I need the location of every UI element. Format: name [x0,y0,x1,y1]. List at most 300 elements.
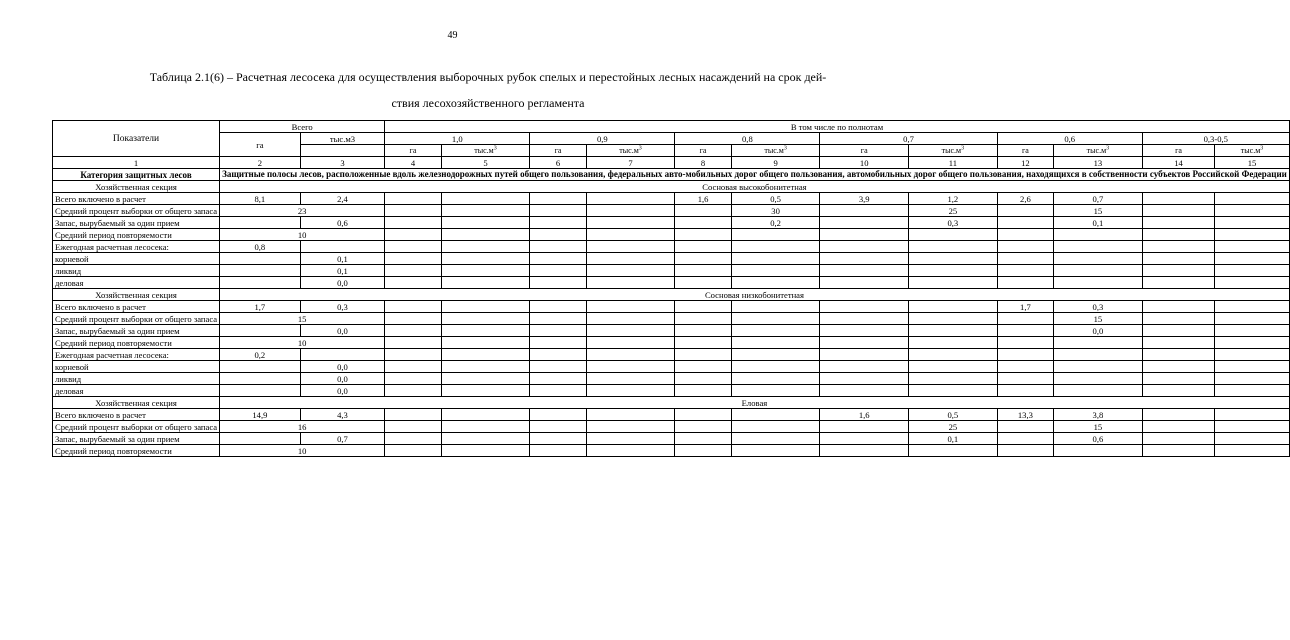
row-label: корневой [53,361,220,373]
density-cell [441,205,530,217]
density-cell [586,325,675,337]
density-cell [586,385,675,397]
density-cell [385,433,441,445]
density-cell [731,241,820,253]
row-label: Средний период повторяемости [53,337,220,349]
table-row [53,253,1290,265]
density-cell [909,373,998,385]
density-cell [1215,421,1290,433]
density-cell [530,265,586,277]
density-cell [675,313,731,325]
total-m3-cell: 0,1 [300,265,385,277]
column-number: 12 [997,157,1053,169]
density-cell [820,445,909,457]
density-cell [586,265,675,277]
density-cell [675,229,731,241]
row-label: Запас, вырубаемый за один прием [53,325,220,337]
column-number: 6 [530,157,586,169]
density-cell: 15 [1054,205,1143,217]
density-cell: 1,6 [820,409,909,421]
density-cell [675,433,731,445]
header-unit-m3-text: тыс.м [474,145,494,155]
density-cell [1142,349,1215,361]
density-cell [586,349,675,361]
density-cell [731,313,820,325]
density-cell [1054,385,1143,397]
total-m3-cell: 0,7 [300,433,385,445]
density-cell [530,217,586,229]
density-cell: 0,1 [909,433,998,445]
density-cell [530,409,586,421]
density-cell [909,301,998,313]
header-unit-m3-text: тыс.м [619,145,639,155]
table-row [53,193,1290,205]
density-cell [997,205,1053,217]
header-row-1 [53,121,1290,133]
density-cell [909,361,998,373]
density-cell [441,373,530,385]
density-cell [1215,409,1290,421]
density-cell [1142,409,1215,421]
density-cell [675,385,731,397]
density-cell [997,277,1053,289]
density-cell [385,241,441,253]
density-cell [675,205,731,217]
density-cell [441,349,530,361]
density-cell [1215,241,1290,253]
category-text: Защитные полосы лесов, расположенные вдоль железнодорожных путей общего пользования, федеральных авто-мобильных дорог общего пользования, автомобильных дорог общего пользования, находящихся в собственности субъектов Российской Федерации [220,169,1290,181]
table-caption [118,64,858,116]
density-cell [1215,373,1290,385]
density-cell [1215,325,1290,337]
total-ha-cell [220,277,301,289]
density-cell [530,433,586,445]
density-cell [1215,433,1290,445]
density-cell [1142,229,1215,241]
section-name: Сосновая высокобонитетная [220,181,1290,193]
density-cell [530,253,586,265]
density-cell [441,361,530,373]
density-cell [731,325,820,337]
density-cell [997,217,1053,229]
column-number: 9 [731,157,820,169]
header-total-ha: га [220,133,301,157]
density-cell [586,253,675,265]
density-cell [385,301,441,313]
density-cell [586,205,675,217]
density-cell [385,361,441,373]
density-cell [441,385,530,397]
density-cell [385,229,441,241]
density-cell [586,421,675,433]
header-unit-m3-text: тыс.м [764,145,784,155]
density-cell [586,301,675,313]
density-cell [731,253,820,265]
density-cell [1215,313,1290,325]
total-m3-cell: 0,0 [300,325,385,337]
density-cell [1215,265,1290,277]
total-ha-cell: 1,7 [220,301,301,313]
density-cell [909,349,998,361]
density-cell [675,253,731,265]
density-cell [1054,349,1143,361]
header-density-0-7: 0,7 [820,133,997,145]
header-unit-ha: га [1142,145,1215,157]
total-m3-cell [300,349,385,361]
column-number: 15 [1215,157,1290,169]
density-cell [997,337,1053,349]
column-number: 11 [909,157,998,169]
density-cell [530,193,586,205]
density-cell: 0,2 [731,217,820,229]
density-cell [675,301,731,313]
density-cell [385,373,441,385]
column-number: 13 [1054,157,1143,169]
header-unit-m3 [731,145,820,157]
density-cell [997,241,1053,253]
category-label: Категория защитных лесов [53,169,220,181]
table-row [53,241,1290,253]
density-cell [675,373,731,385]
density-cell [997,361,1053,373]
density-cell [909,253,998,265]
density-cell [385,265,441,277]
table-row [53,433,1290,445]
density-cell [1142,265,1215,277]
density-cell [1142,361,1215,373]
density-cell [385,409,441,421]
density-cell: 15 [1054,421,1143,433]
header-unit-m3-superscript: 3 [783,144,787,151]
density-cell [385,193,441,205]
header-unit-m3-text: тыс.м [941,145,962,155]
table-row [53,301,1290,313]
density-cell [731,385,820,397]
density-cell [731,337,820,349]
density-cell [820,241,909,253]
density-cell [530,229,586,241]
table-row [53,325,1290,337]
column-number: 14 [1142,157,1215,169]
header-unit-m3 [1215,145,1290,157]
density-cell [586,313,675,325]
header-unit-ha: га [820,145,909,157]
density-cell [1054,361,1143,373]
total-ha-cell: 14,9 [220,409,301,421]
density-cell [820,217,909,229]
density-cell [530,373,586,385]
density-cell [909,313,998,325]
density-cell [385,205,441,217]
density-cell: 1,2 [909,193,998,205]
cutting-area-table [52,120,1290,457]
density-cell [586,337,675,349]
density-cell [997,349,1053,361]
caption-line-2: ствия лесохозяйственного регламента [391,96,585,110]
density-cell [997,385,1053,397]
row-label: Всего включено в расчет [53,301,220,313]
density-cell [909,385,998,397]
density-cell [909,229,998,241]
header-unit-m3-text: тыс.м [1240,145,1261,155]
density-cell [997,325,1053,337]
density-cell [731,373,820,385]
density-cell [820,313,909,325]
density-cell [1142,325,1215,337]
density-cell [731,301,820,313]
density-cell [675,349,731,361]
header-density-0-9: 0,9 [530,133,675,145]
density-cell [530,205,586,217]
total-m3-cell [300,241,385,253]
density-cell: 0,0 [1054,325,1143,337]
density-cell [820,277,909,289]
total-ha-cell: 8,1 [220,193,301,205]
density-cell [675,325,731,337]
row-label: Средний процент выборки от общего запаса [53,421,220,433]
density-cell [675,337,731,349]
header-unit-m3-text: тыс.м [1086,145,1107,155]
total-ha-cell [220,253,301,265]
density-cell [586,373,675,385]
density-cell [1215,277,1290,289]
row-label: Средний период повторяемости [53,445,220,457]
density-cell [820,349,909,361]
density-cell [820,337,909,349]
density-cell [586,277,675,289]
density-cell [820,433,909,445]
density-cell [441,265,530,277]
density-cell [731,349,820,361]
density-cell [530,421,586,433]
density-cell [530,385,586,397]
table-row [53,337,1290,349]
table-row [53,409,1290,421]
table-row [53,385,1290,397]
total-m3-cell: 0,1 [300,253,385,265]
caption-line-1: Таблица 2.1(6) – Расчетная лесосека для осуществления выборочных рубок спелых и перестойных лесных насаждений на срок дей- [149,70,827,84]
density-cell [1142,313,1215,325]
density-cell: 0,6 [1054,433,1143,445]
density-cell [731,361,820,373]
total-ha-cell [220,433,301,445]
row-label: деловая [53,277,220,289]
density-cell [530,241,586,253]
density-cell [731,409,820,421]
density-cell [820,265,909,277]
column-number: 10 [820,157,909,169]
density-cell [1142,301,1215,313]
density-cell [530,445,586,457]
density-cell: 1,6 [675,193,731,205]
total-merged-cell: 10 [220,337,385,349]
density-cell [1215,205,1290,217]
density-cell [1142,193,1215,205]
density-cell [1142,277,1215,289]
total-m3-cell: 4,3 [300,409,385,421]
total-ha-cell [220,265,301,277]
total-m3-cell: 0,0 [300,373,385,385]
row-label: Ежегодная расчетная лесосека: [53,349,220,361]
total-ha-cell [220,325,301,337]
row-label: Средний период повторяемости [53,229,220,241]
column-number: 5 [441,157,530,169]
density-cell [731,421,820,433]
column-number: 8 [675,157,731,169]
density-cell [675,241,731,253]
header-unit-m3 [441,145,530,157]
density-cell [1142,385,1215,397]
column-number: 1 [53,157,220,169]
total-ha-cell: 0,8 [220,241,301,253]
table-row [53,265,1290,277]
density-cell: 0,3 [1054,301,1143,313]
total-m3-cell: 2,4 [300,193,385,205]
table-row [53,349,1290,361]
density-cell [997,433,1053,445]
density-cell [586,433,675,445]
column-number: 4 [385,157,441,169]
density-cell [997,373,1053,385]
total-merged-cell: 10 [220,445,385,457]
density-cell [1215,337,1290,349]
header-total: Всего [220,121,385,133]
density-cell [820,361,909,373]
row-label: деловая [53,385,220,397]
density-cell [731,265,820,277]
header-unit-ha: га [530,145,586,157]
header-row-2 [53,133,1290,145]
density-cell [1142,217,1215,229]
density-cell [1142,337,1215,349]
density-cell [1142,421,1215,433]
density-cell [1142,241,1215,253]
total-m3-cell: 0,3 [300,301,385,313]
density-cell [385,277,441,289]
density-cell: 15 [1054,313,1143,325]
row-label: Запас, вырубаемый за один прием [53,217,220,229]
header-unit-m3 [909,145,998,157]
density-cell [530,301,586,313]
table-row [53,373,1290,385]
density-cell [530,313,586,325]
density-cell [1215,193,1290,205]
density-cell [441,433,530,445]
density-cell [909,325,998,337]
density-cell: 0,7 [1054,193,1143,205]
density-cell: 3,9 [820,193,909,205]
density-cell [820,325,909,337]
density-cell [586,193,675,205]
row-label: Средний процент выборки от общего запаса [53,313,220,325]
density-cell [586,241,675,253]
density-cell [1054,277,1143,289]
row-label: Всего включено в расчет [53,409,220,421]
density-cell [1215,301,1290,313]
total-m3-cell: 0,0 [300,361,385,373]
density-cell [1142,373,1215,385]
density-cell: 25 [909,205,998,217]
density-cell [441,421,530,433]
density-cell [1215,445,1290,457]
density-cell [731,433,820,445]
density-cell [997,229,1053,241]
density-cell [1054,337,1143,349]
density-cell [731,445,820,457]
density-cell [441,337,530,349]
header-unit-m3-superscript: 3 [1106,144,1110,151]
total-merged-cell: 23 [220,205,385,217]
header-unit-ha: га [997,145,1053,157]
density-cell [385,217,441,229]
total-ha-cell [220,217,301,229]
density-cell [731,277,820,289]
density-cell [586,409,675,421]
density-cell [820,421,909,433]
density-cell [1142,205,1215,217]
density-cell [1215,217,1290,229]
header-density-0-3-0-5: 0,3-0,5 [1142,133,1289,145]
header-unit-m3 [586,145,675,157]
table-row [53,277,1290,289]
header-unit-ha: га [385,145,441,157]
density-cell [675,277,731,289]
density-cell [820,205,909,217]
density-cell [997,253,1053,265]
row-label: Всего включено в расчет [53,193,220,205]
density-cell [441,217,530,229]
row-label: Ежегодная расчетная лесосека: [53,241,220,253]
density-cell [731,229,820,241]
density-cell [586,445,675,457]
header-unit-ha: га [675,145,731,157]
density-cell [586,229,675,241]
density-cell [385,313,441,325]
density-cell [441,229,530,241]
column-number: 7 [586,157,675,169]
density-cell [441,253,530,265]
density-cell [820,253,909,265]
density-cell: 0,1 [1054,217,1143,229]
total-ha-cell: 0,2 [220,349,301,361]
table-row [53,217,1290,229]
page-number: 49 [447,30,458,41]
density-cell [1142,433,1215,445]
header-density-0-6: 0,6 [997,133,1142,145]
density-cell [441,193,530,205]
density-cell [997,421,1053,433]
category-row [53,169,1290,181]
density-cell [385,253,441,265]
density-cell [1054,445,1143,457]
density-cell [441,445,530,457]
header-including: В том числе по полнотам [385,121,1290,133]
row-label: Средний процент выборки от общего запаса [53,205,220,217]
density-cell [1215,229,1290,241]
density-cell: 13,3 [997,409,1053,421]
section-name: Сосновая низкобонитетная [220,289,1290,301]
density-cell [385,421,441,433]
density-cell [586,361,675,373]
section-header-row [53,181,1290,193]
density-cell [385,349,441,361]
density-cell [530,349,586,361]
density-cell [675,265,731,277]
density-cell [1054,229,1143,241]
density-cell [820,385,909,397]
density-cell [675,445,731,457]
density-cell [441,277,530,289]
